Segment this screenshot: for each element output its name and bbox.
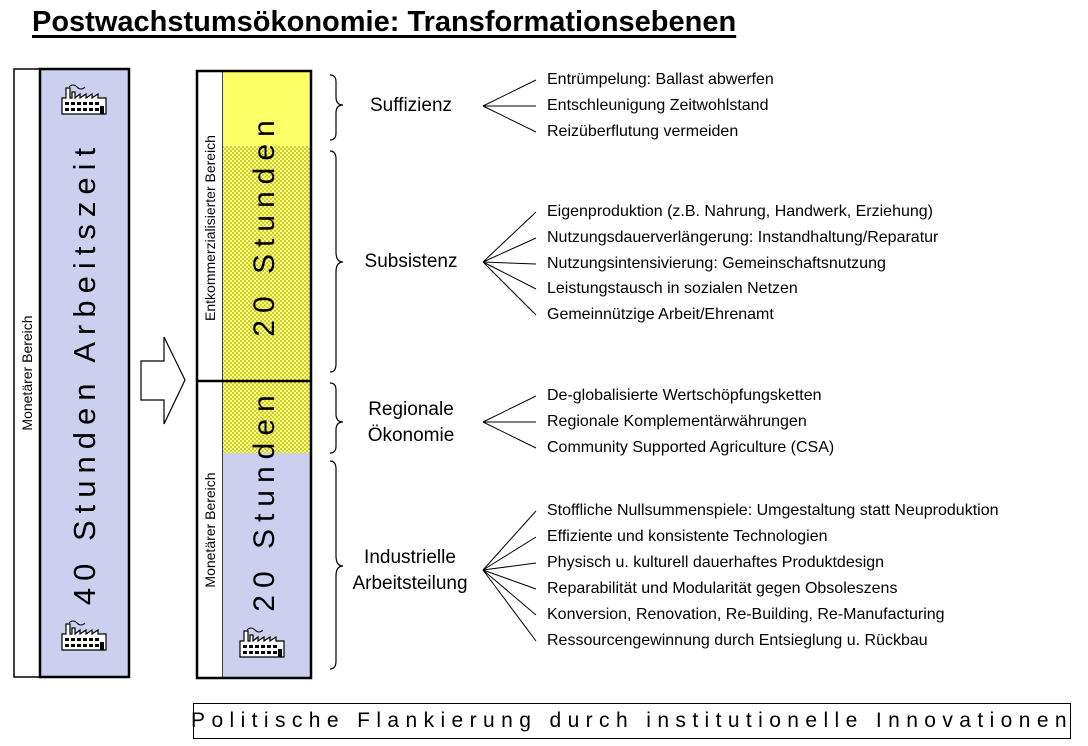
- footer-text: Politische Flankierung durch institutionelle Innovationen: [191, 709, 1073, 732]
- list-item: Konversion, Renovation, Re-Building, Re-Manufacturing: [547, 606, 945, 623]
- connector-lines: [483, 80, 536, 641]
- list-item: Eigenproduktion (z.B. Nahrung, Handwerk, Erziehung): [547, 203, 933, 220]
- left-side-label: Monetärer Bereich: [19, 315, 35, 431]
- list-item: Reparabilität und Modularität gegen Obsoleszens: [547, 580, 898, 597]
- category-subsistenz: Subsistenz: [364, 251, 458, 272]
- right-upper-side-label: Entkommerzialisierter Bereich: [202, 135, 218, 321]
- right-lower-side-label: Monetärer Bereich: [202, 472, 218, 588]
- list-item: Nutzungsintensivierung: Gemeinschaftsnutzung: [547, 255, 886, 272]
- list-item: De-globalisierte Wertschöpfungsketten: [547, 387, 822, 404]
- list-item: Reizüberflutung vermeiden: [547, 123, 739, 140]
- list-item: Stoffliche Nullsummenspiele: Umgestaltung statt Neuproduktion: [547, 502, 999, 519]
- category-industrielle-arbeitsteilung: Industrielle Arbeitsteilung: [352, 547, 468, 594]
- list-item: Effiziente und konsistente Technologien: [547, 528, 828, 545]
- footer-box: [193, 703, 1071, 739]
- list-item: Entschleunigung Zeitwohlstand: [547, 97, 769, 114]
- page-title: Postwachstumsökonomie: Transformationsebenen: [32, 6, 737, 38]
- transition-arrow: [141, 337, 185, 424]
- list-item: Leistungstausch in sozialen Netzen: [547, 280, 798, 297]
- list-item: Gemeinnützige Arbeit/Ehrenamt: [547, 306, 774, 323]
- list-item: Physisch u. kulturell dauerhaftes Produktdesign: [547, 554, 885, 571]
- right-upper-hours-label: 20 Stunden: [248, 113, 281, 337]
- category-regionale-oekonomie: Regionale Ökonomie: [367, 399, 455, 446]
- list-item: Entrümpelung: Ballast abwerfen: [547, 71, 774, 88]
- list-item: Regionale Komplementärwährungen: [547, 413, 807, 430]
- left-hours-label: 40 Stunden Arbeitszeit: [67, 140, 102, 606]
- list-item: Community Supported Agriculture (CSA): [547, 439, 835, 456]
- category-suffizienz: Suffizienz: [369, 95, 453, 116]
- list-item: Ressourcengewinnung durch Entsieglung u. Rückbau: [547, 632, 928, 649]
- list-item: Nutzungsdauerverlängerung: Instandhaltung/Reparatur: [547, 229, 939, 246]
- right-lower-hours-label: 20 Stunden: [248, 388, 281, 612]
